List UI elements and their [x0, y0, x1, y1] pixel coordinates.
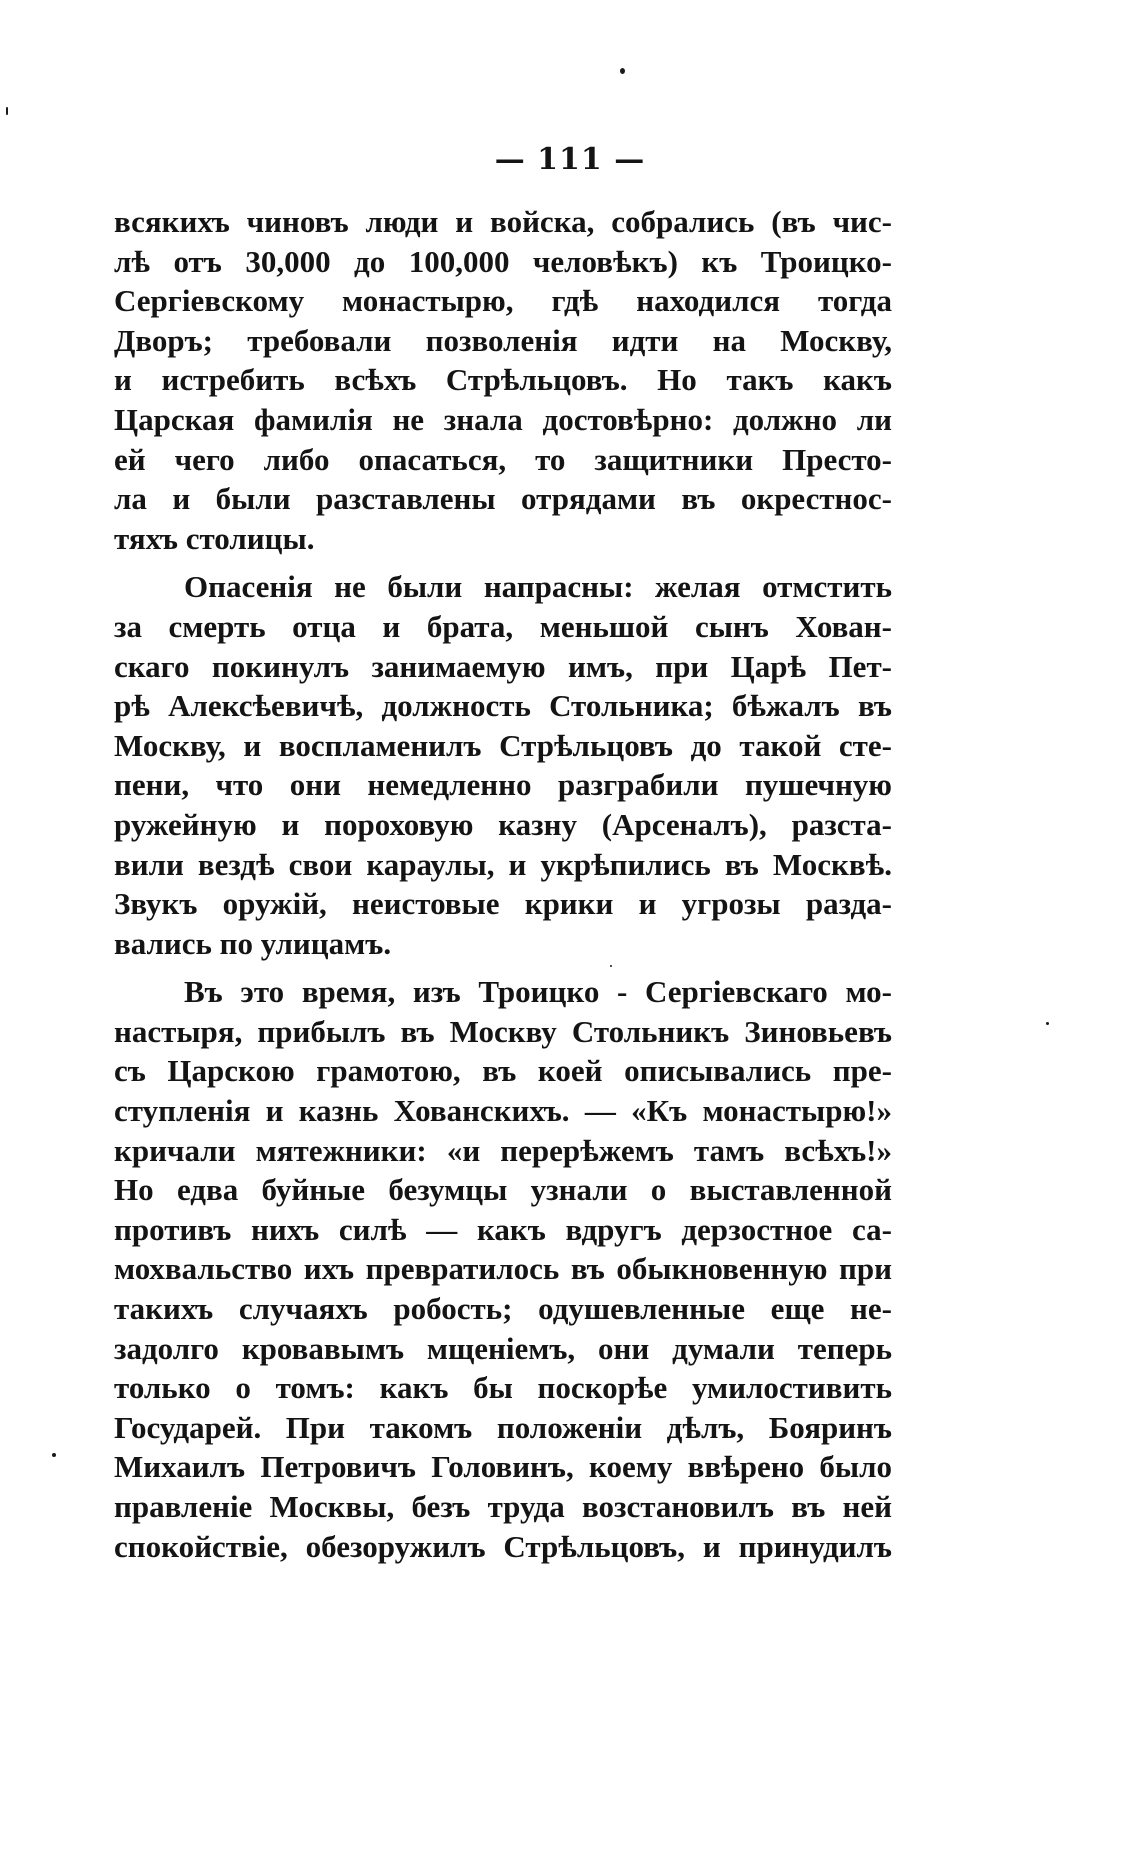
text-line: правленіе Москвы, безъ труда возстановилъ въ ней [114, 1489, 892, 1524]
text-line: такихъ случаяхъ робость; одушевленные еще не- [114, 1291, 892, 1327]
text-line: пени, что они немедленно разграбили пушечную [114, 767, 892, 803]
ink-speck [6, 107, 8, 115]
text-line: Москву, и воспламенилъ Стрѣльцовъ до такой сте- [114, 727, 892, 763]
text-line: за смерть отца и брата, меньшой сынъ Хован- [114, 608, 892, 644]
text-line: задолго кровавымъ мщеніемъ, они думали теперь [114, 1330, 892, 1366]
text-line: Сергіевскому монастырю, гдѣ находился тогда [114, 283, 892, 319]
text-line: мохвальство ихъ превратилось въ обыкновенную при [114, 1251, 892, 1287]
page-number: — 111 — [494, 142, 646, 177]
text-line: рѣ Алексѣевичѣ, должность Стольника; бѣжалъ въ [114, 688, 892, 724]
ink-speck [52, 1453, 56, 1457]
text-line: спокойствіе, обезоружилъ Стрѣльцовъ, и принудилъ [114, 1528, 892, 1564]
text-line: противъ нихъ силѣ — какъ вдругъ дерзостное са- [114, 1211, 892, 1247]
text-line: съ Царскою грамотою, въ коей описывались пре- [114, 1053, 892, 1089]
ink-speck [620, 68, 625, 74]
text-line: Михаилъ Петровичъ Головинъ, коему ввѣрено было [114, 1449, 892, 1485]
text-line: и истребить всѣхъ Стрѣльцовъ. Но такъ какъ [114, 362, 892, 398]
text-line: кричали мятежники: «и перерѣжемъ тамъ всѣхъ!» [114, 1132, 892, 1168]
text-line: вались по улицамъ. [114, 925, 392, 961]
text-line: ей чего либо опасаться, то защитники Престо- [114, 441, 892, 477]
text-line: вили вездѣ свои караулы, и укрѣпились въ Москвѣ. [114, 846, 892, 882]
text-line: ступленія и казнь Хованскихъ. — «Къ монастырю!» [114, 1093, 892, 1129]
text-line: Государей. При такомъ положеніи дѣлъ, Бояринъ [114, 1409, 892, 1445]
text-line: всякихъ чиновъ люди и войска, собрались (въ чис- [114, 204, 892, 239]
text-line: тяхъ столицы. [114, 520, 315, 556]
paragraph [114, 202, 892, 558]
text-line: Звукъ оружій, неистовые крики и угрозы разда- [114, 886, 892, 922]
text-line: скаго покинулъ занимаемую имъ, при Царѣ Пет- [114, 648, 892, 684]
text-line: только о томъ: какъ бы поскорѣе умилостивить [114, 1370, 892, 1406]
text-line: ружейную и пороховую казну (Арсеналъ), разста- [114, 806, 892, 842]
text-line: Въ это время, изъ Троицко - Сергіевскаго мо- [184, 974, 892, 1010]
ink-speck [1046, 1022, 1049, 1025]
text-line: Царская фамилія не знала достовѣрно: должно ли [114, 401, 892, 437]
text-line: Дворъ; требовали позволенія идти на Москву, [114, 322, 892, 358]
body-text [114, 202, 892, 1566]
text-line: лѣ отъ 30,000 до 100,000 человѣкъ) къ Троицко- [114, 243, 892, 279]
text-line: настыря, прибылъ въ Москву Стольникъ Зиновьевъ [114, 1013, 892, 1049]
text-line: Опасенія не были напрасны: желая отмстить [184, 569, 892, 605]
paragraph [114, 567, 892, 963]
paragraph [114, 972, 892, 1566]
text-line: Но едва буйные безумцы узнали о выставленной [114, 1172, 892, 1208]
text-line: ла и были разставлены отрядами въ окрестнос- [114, 481, 892, 517]
